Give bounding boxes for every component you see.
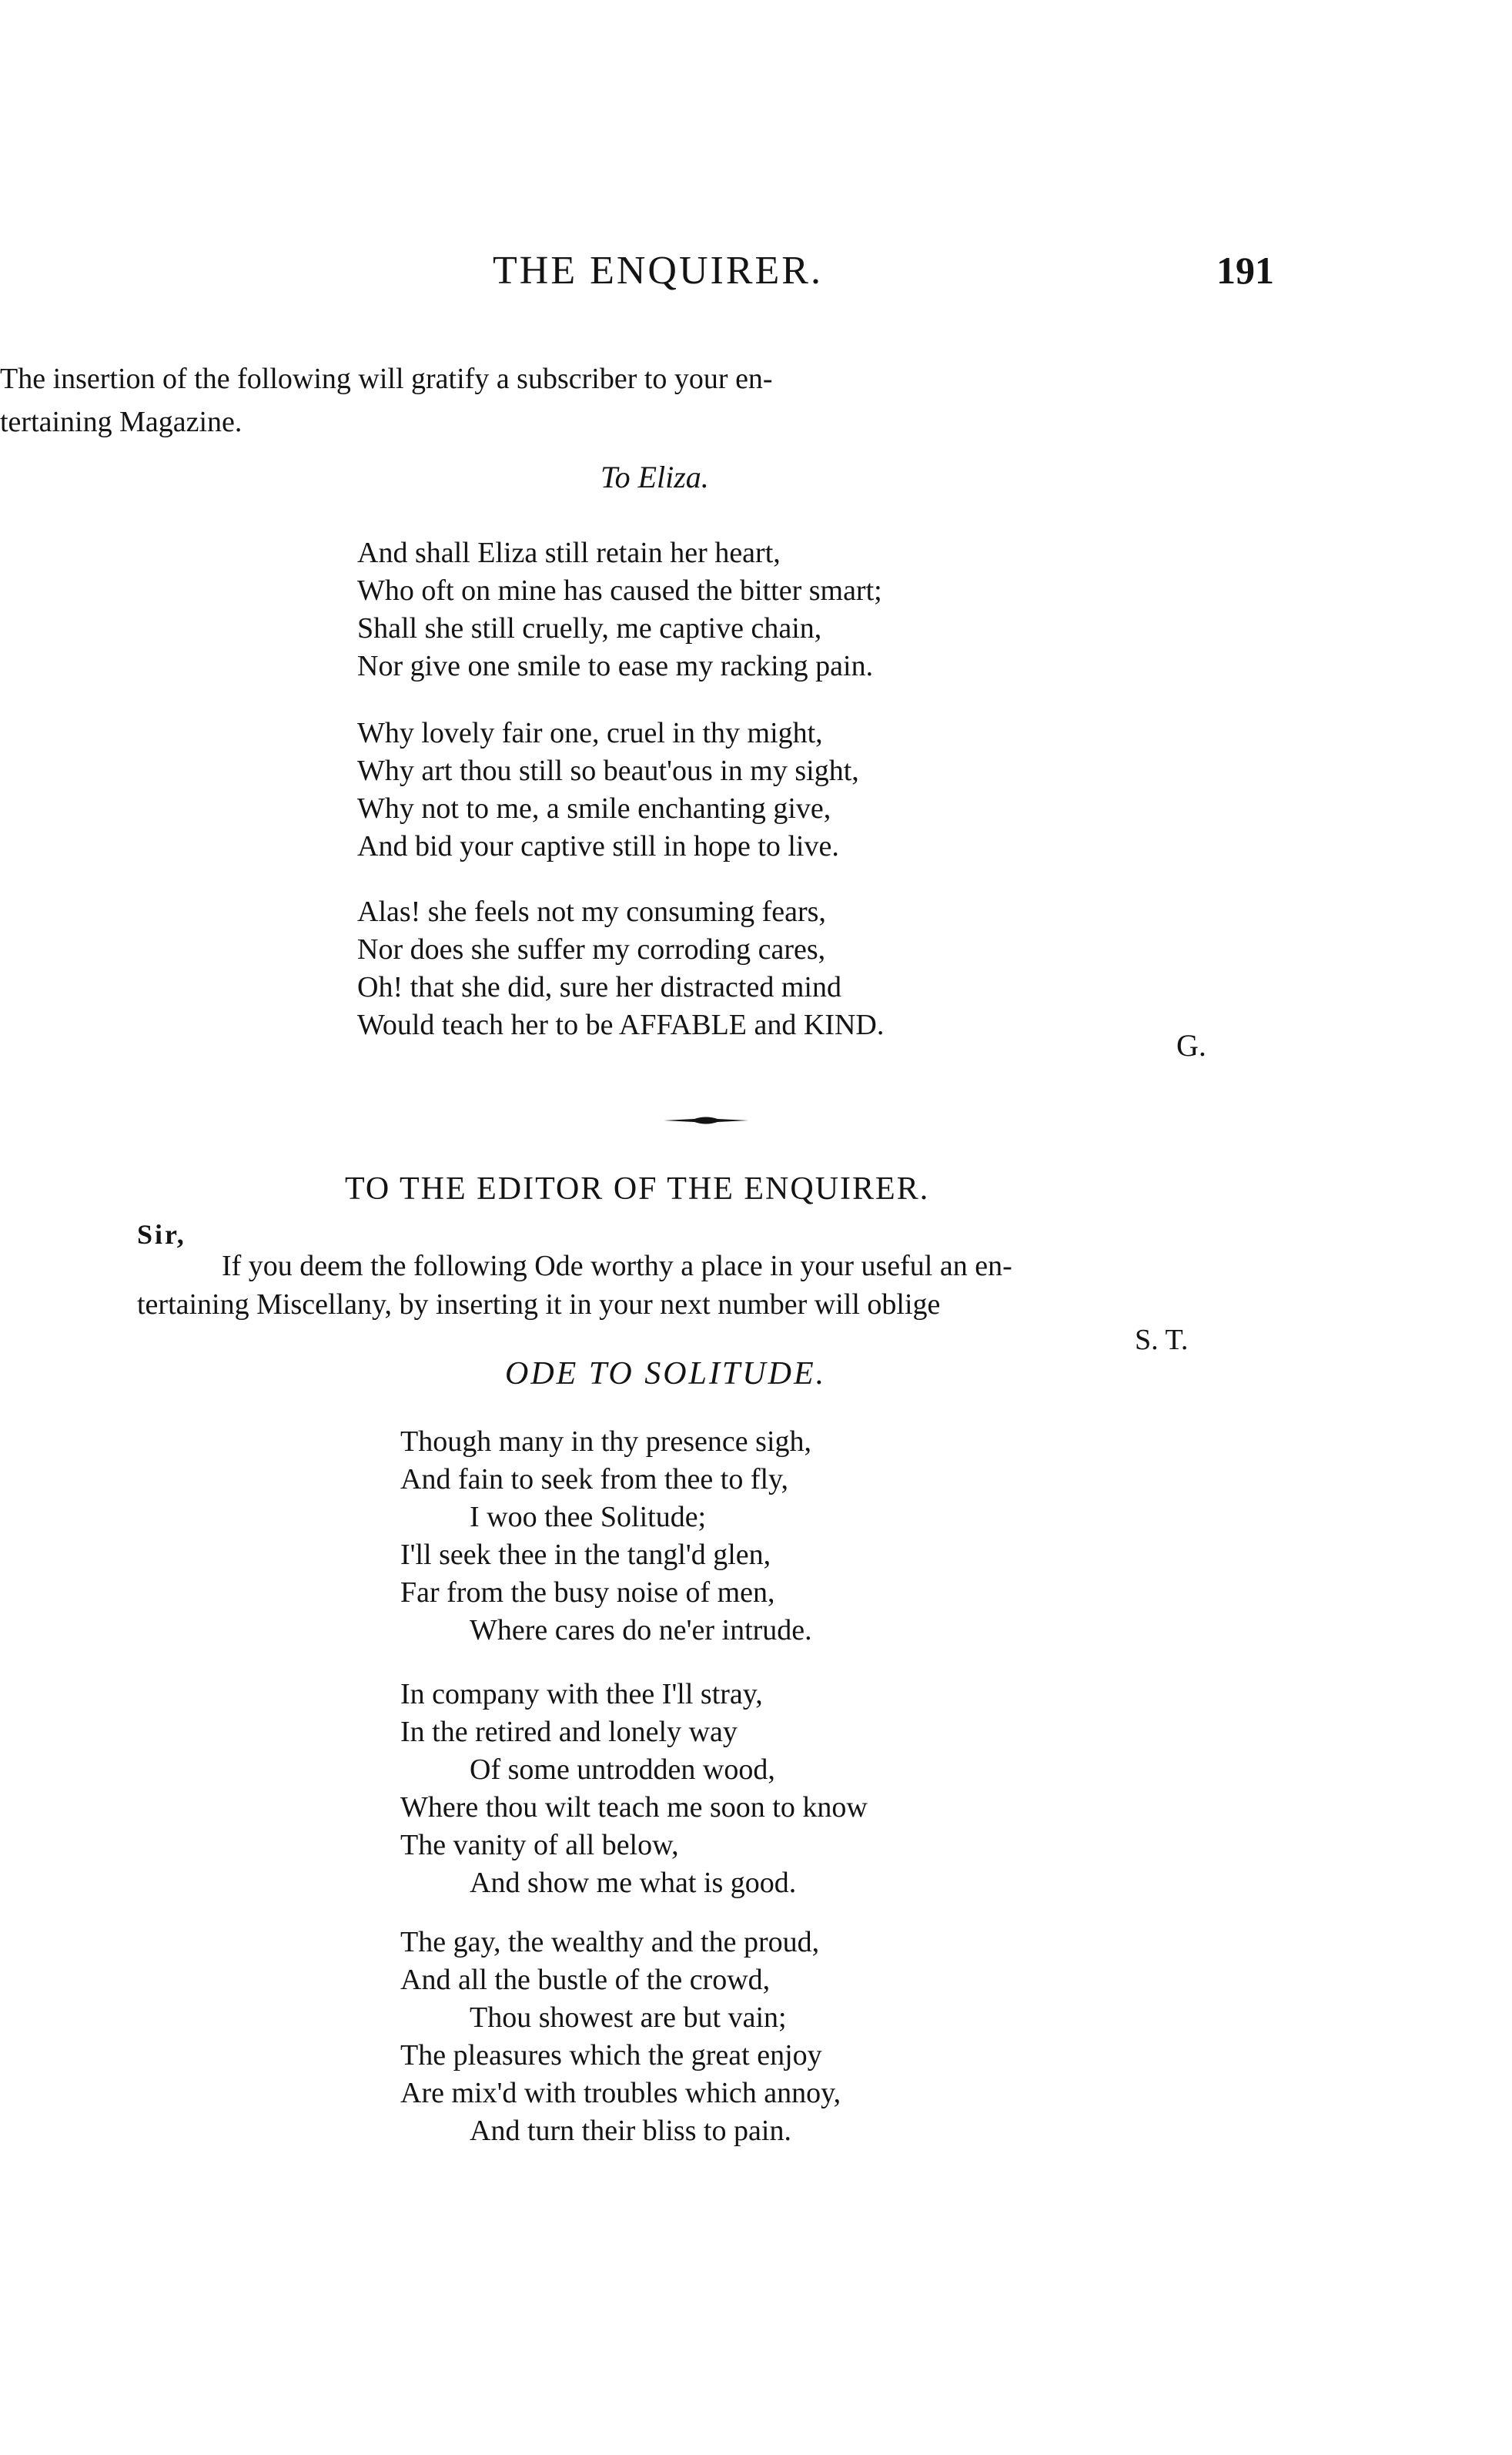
poem-signature: G. bbox=[1176, 1028, 1206, 1063]
poem-title: To Eliza. bbox=[600, 460, 709, 494]
verse-line: The gay, the wealthy and the proud, bbox=[400, 1926, 820, 1958]
verse-line: Why art thou still so beaut'ous in my sight, bbox=[357, 755, 859, 787]
verse-line: Nor does she suffer my corroding cares, bbox=[357, 933, 826, 966]
letter-salutation: Sir, bbox=[137, 1219, 186, 1250]
verse-line: And bid your captive still in hope to live. bbox=[357, 830, 839, 862]
letter-initials: S. T. bbox=[1135, 1324, 1189, 1356]
section-divider bbox=[664, 1115, 748, 1126]
verse-line: The pleasures which the great enjoy bbox=[400, 2039, 822, 2072]
verse-line: Far from the busy noise of men, bbox=[400, 1576, 775, 1609]
verse-line: Where cares do ne'er intrude. bbox=[470, 1614, 812, 1646]
verse-line: Would teach her to be AFFABLE and KIND. bbox=[357, 1009, 885, 1041]
verse-line: The vanity of all below, bbox=[400, 1829, 679, 1861]
ode-stanza-2 bbox=[400, 1676, 868, 1902]
verse-line: Who oft on mine has caused the bitter smart; bbox=[357, 574, 882, 607]
verse-line: And fain to seek from thee to fly, bbox=[400, 1463, 789, 1495]
verse-line: Nor give one smile to ease my racking pain. bbox=[357, 650, 874, 682]
verse-line: Of some untrodden wood, bbox=[470, 1753, 775, 1786]
verse-line: Are mix'd with troubles which annoy, bbox=[400, 2077, 841, 2109]
verse-line: And all the bustle of the crowd, bbox=[400, 1964, 771, 1996]
running-head: THE ENQUIRER. bbox=[493, 249, 823, 293]
verse-line: And show me what is good. bbox=[470, 1867, 797, 1899]
letter-line: tertaining Miscellany, by inserting it in your next number will oblige bbox=[137, 1288, 941, 1321]
verse-line: And shall Eliza still retain her heart, bbox=[357, 537, 781, 569]
verse-line: Thou showest are but vain; bbox=[470, 2001, 787, 2034]
poem-stanza-3 bbox=[357, 893, 884, 1044]
verse-line: Alas! she feels not my consuming fears, bbox=[357, 896, 826, 928]
verse-line: I woo thee Solitude; bbox=[470, 1501, 707, 1533]
verse-line: And turn their bliss to pain. bbox=[470, 2115, 791, 2147]
verse-line: Oh! that she did, sure her distracted mind bbox=[357, 971, 841, 1003]
ode-stanza-1 bbox=[400, 1423, 812, 1650]
poem-stanza-2 bbox=[357, 715, 859, 866]
verse-line: Though many in thy presence sigh, bbox=[400, 1425, 812, 1458]
verse-line: Shall she still cruelly, me captive chain, bbox=[357, 612, 822, 645]
verse-line: Why lovely fair one, cruel in thy might, bbox=[357, 717, 823, 749]
ode-title: ODE TO SOLITUDE. bbox=[505, 1356, 827, 1392]
verse-line: In the retired and lonely way bbox=[400, 1716, 738, 1748]
verse-line: Where thou wilt teach me soon to know bbox=[400, 1791, 868, 1824]
letter-heading: TO THE EDITOR OF THE ENQUIRER. bbox=[345, 1171, 930, 1207]
intro-line: The insertion of the following will gratify a subscriber to your en- bbox=[0, 363, 773, 395]
intro-line: tertaining Magazine. bbox=[0, 406, 243, 438]
page-number: 191 bbox=[1216, 249, 1274, 292]
verse-line: In company with thee I'll stray, bbox=[400, 1678, 763, 1710]
verse-line: I'll seek thee in the tangl'd glen, bbox=[400, 1539, 771, 1571]
poem-stanza-1 bbox=[357, 534, 882, 685]
letter-line: If you deem the following Ode worthy a place in your useful an en- bbox=[222, 1250, 1012, 1282]
ode-stanza-3 bbox=[400, 1924, 841, 2150]
verse-line: Why not to me, a smile enchanting give, bbox=[357, 792, 831, 825]
